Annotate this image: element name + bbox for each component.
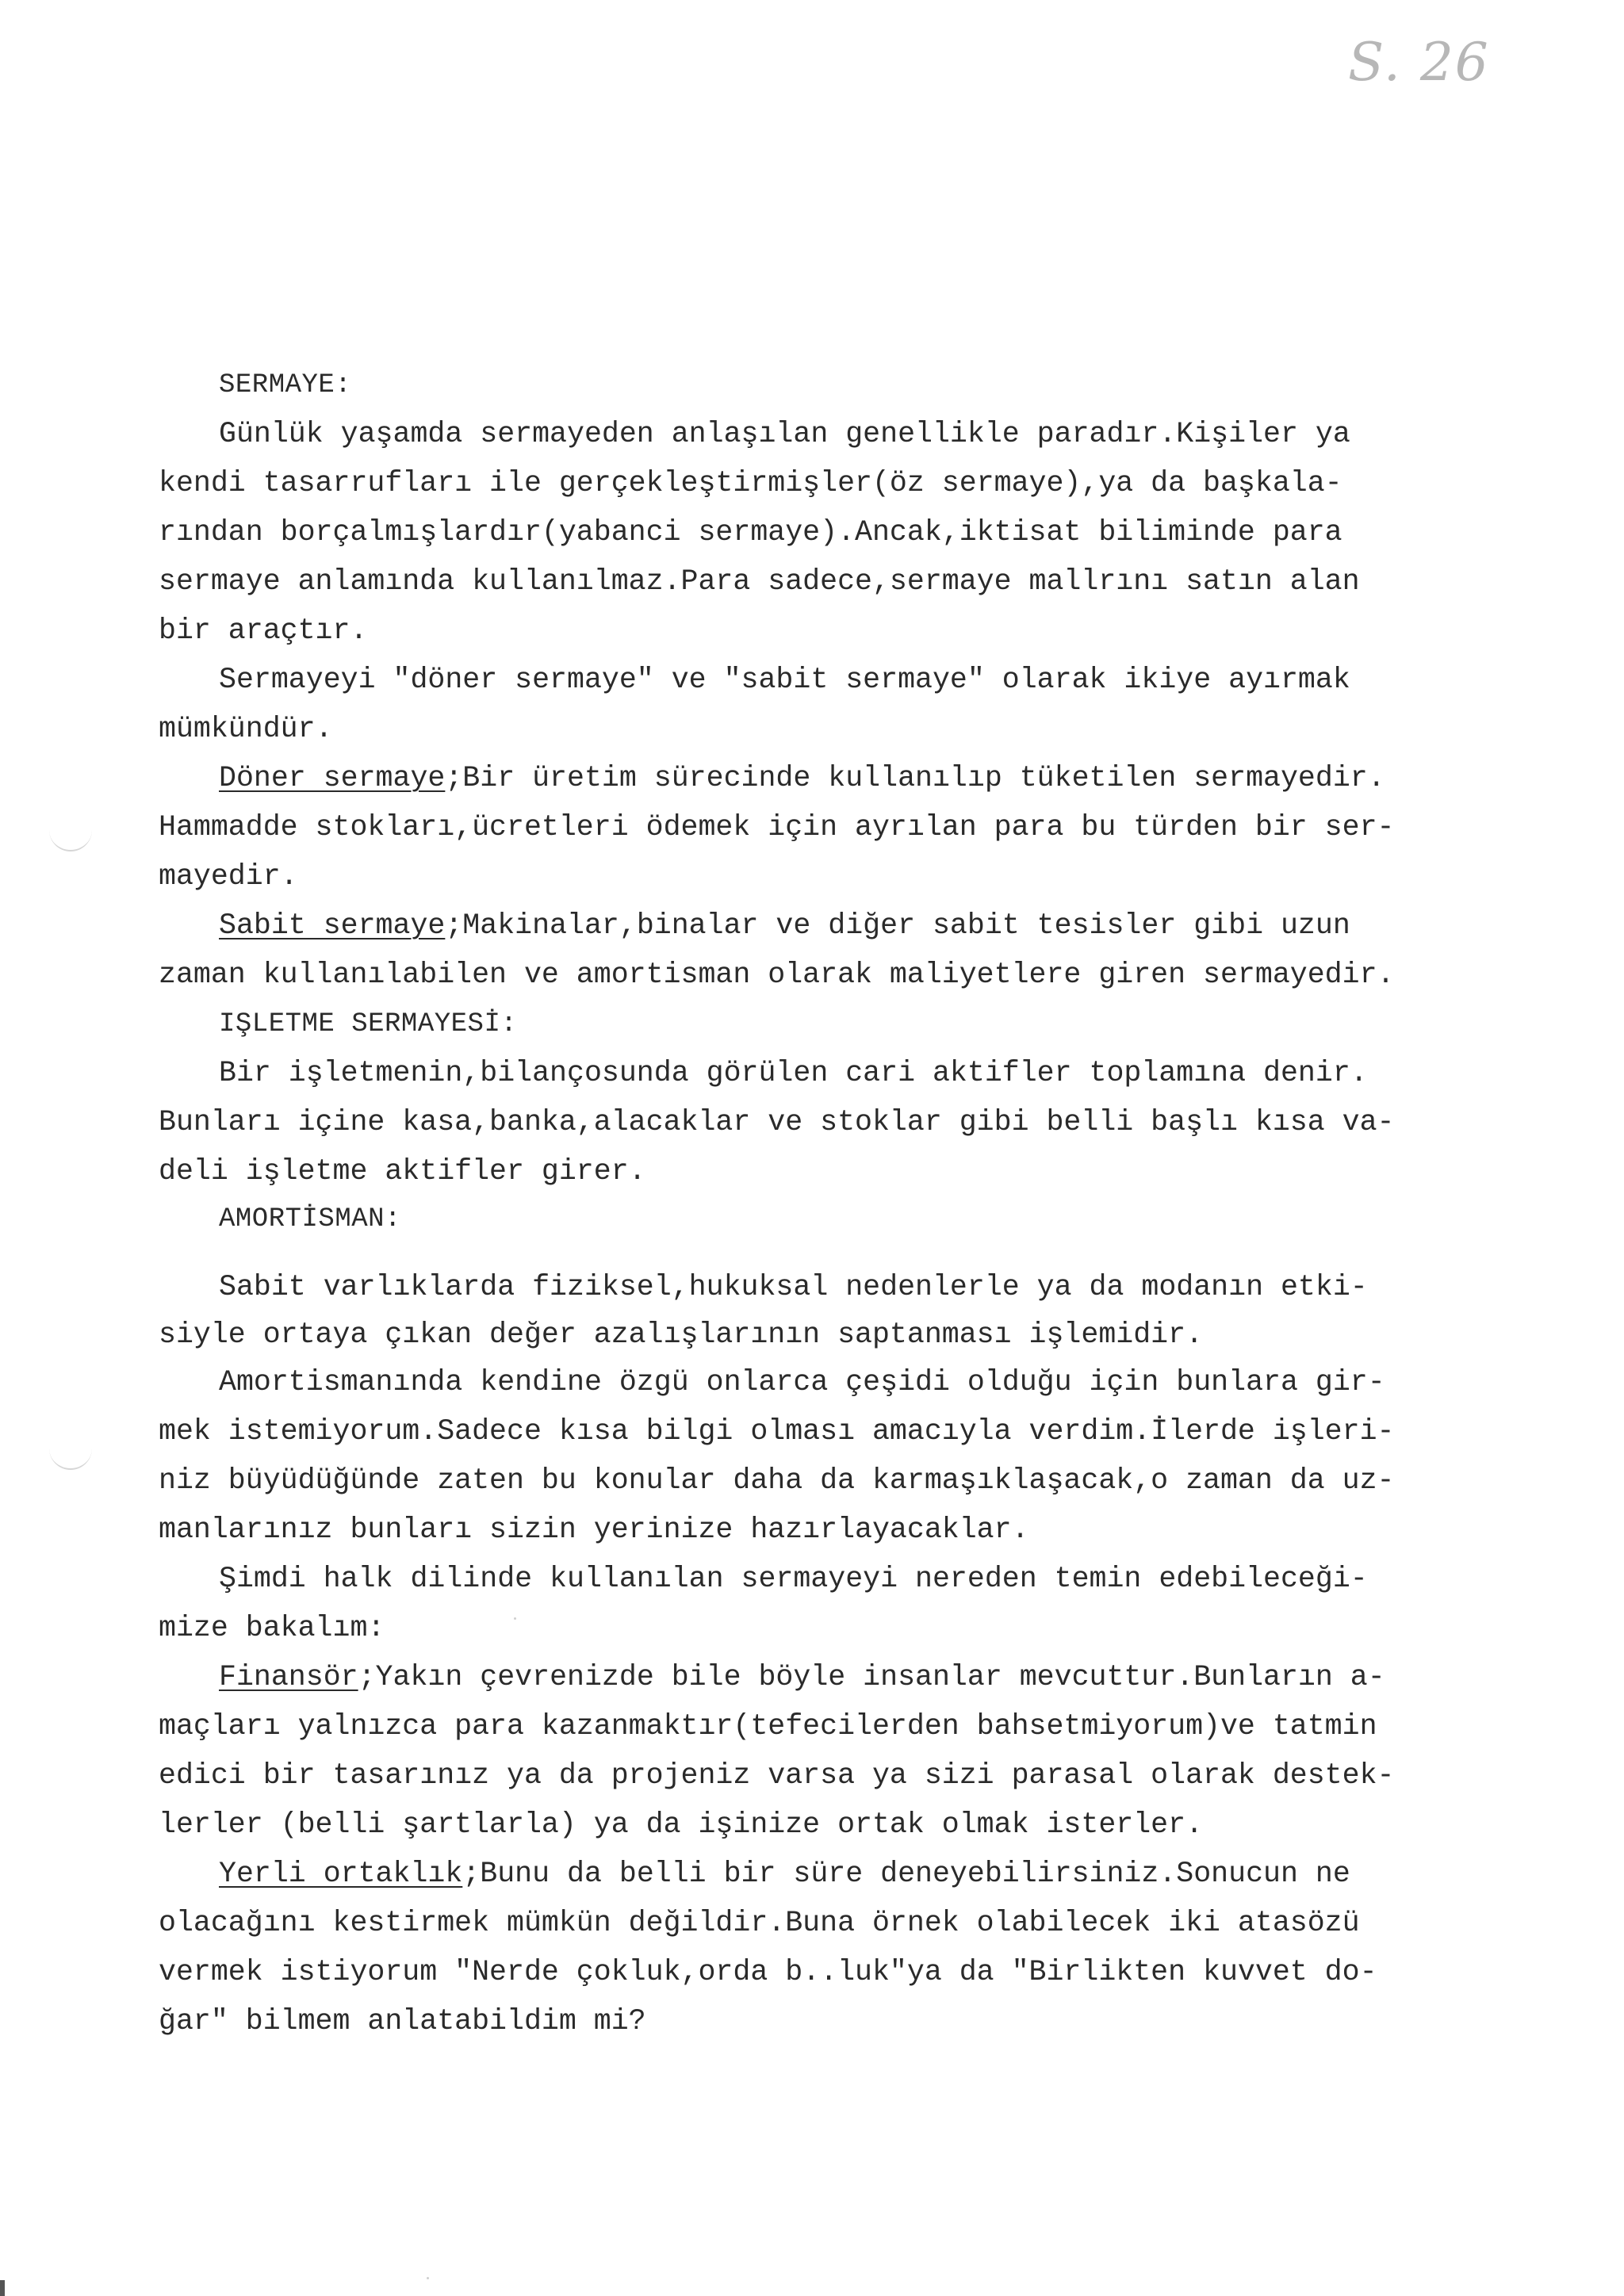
text-line: Şimdi halk dilinde kullanılan sermayeyi nereden temin edebileceği- <box>219 1563 1368 1595</box>
term-sabit-sermaye: Sabit sermaye <box>219 909 446 942</box>
text-line: vermek istiyorum "Nerde çokluk,orda b..luk"ya da "Birlikten kuvvet do- <box>159 1956 1377 1988</box>
term-doner-sermaye: Döner sermaye <box>219 762 446 794</box>
text-line: rından borçalmışlardır(yabanci sermaye).Ancak,iktisat biliminde para <box>159 516 1342 549</box>
text-line: Sabit varlıklarda fiziksel,hukuksal nedenlerle ya da modanın etki- <box>219 1271 1368 1303</box>
text-line <box>219 1857 1350 1892</box>
text-line: sermaye anlamında kullanılmaz.Para sadece,sermaye mallrını satın alan <box>159 565 1360 598</box>
text-line <box>219 1660 1385 1695</box>
text-line: ğar" bilmem anlatabildim mi? <box>159 2005 646 2038</box>
text-line: Sermayeyi "döner sermaye" ve "sabit sermaye" olarak ikiye ayırmak <box>219 664 1350 696</box>
binder-hole-top <box>49 829 92 851</box>
text-line: lerler (belli şartlarla) ya da işinize ortak olmak isterler. <box>159 1808 1204 1841</box>
text-line: edici bir tasarınız ya da projeniz varsa ya sizi parasal olarak destek- <box>159 1759 1395 1792</box>
text-line: mek istemiyorum.Sadece kısa bilgi olması amacıyla verdim.İlerde işleri- <box>159 1415 1395 1448</box>
page-number: S. 26 <box>1348 32 1490 93</box>
binder-hole-bottom <box>49 1448 92 1470</box>
text-line: deli işletme aktifler girer. <box>159 1155 646 1188</box>
text-line: mayedir. <box>159 860 298 893</box>
text-line: manlarınız bunları sizin yerinize hazırlayacaklar. <box>159 1513 1029 1546</box>
text-line: zaman kullanılabilen ve amortisman olarak maliyetlere giren sermayedir. <box>159 959 1395 991</box>
text-fragment: ;Bunu da belli bir süre deneyebilirsiniz.Sonucun ne <box>462 1858 1350 1890</box>
text-line: Amortismanında kendine özgü onlarca çeşidi olduğu için bunlara gir- <box>219 1366 1385 1399</box>
text-line: mümkündür. <box>159 713 333 745</box>
text-line <box>219 909 1350 943</box>
text-line: Hammadde stokları,ücretleri ödemek için ayrılan para bu türden bir ser- <box>159 811 1395 844</box>
text-line: maçları yalnızca para kazanmaktır(tefecilerden bahsetmiyorum)ve tatmin <box>159 1710 1377 1743</box>
scan-mark <box>0 2280 5 2296</box>
text-line: kendi tasarrufları ile gerçekleştirmişler(öz sermaye),ya da başkala- <box>159 467 1342 499</box>
text-line <box>219 761 1385 796</box>
text-line: olacağını kestirmek mümkün değildir.Buna örnek olabilecek iki atasözü <box>159 1907 1360 1939</box>
text-fragment: ;Makinalar,binalar ve diğer sabit tesisler gibi uzun <box>445 909 1350 942</box>
text-line: Bir işletmenin,bilançosunda görülen cari aktifler toplamına denir. <box>219 1057 1368 1089</box>
term-yerli-ortaklik: Yerli ortaklık <box>219 1858 463 1890</box>
term-finansor: Finansör <box>219 1661 358 1693</box>
text-fragment: ;Bir üretim sürecinde kullanılıp tüketilen sermayedir. <box>445 762 1385 794</box>
scan-speck <box>514 1617 516 1620</box>
text-line: siyle ortaya çıkan değer azalışlarının saptanması işlemidir. <box>159 1318 1204 1351</box>
text-line: Günlük yaşamda sermayeden anlaşılan genellikle paradır.Kişiler ya <box>219 418 1350 450</box>
scan-speck <box>427 2277 429 2279</box>
text-fragment: ;Yakın çevrenizde bile böyle insanlar mevcuttur.Bunların a- <box>358 1661 1385 1693</box>
text-line: bir araçtır. <box>159 614 368 647</box>
text-line: Bunları içine kasa,banka,alacaklar ve stoklar gibi belli başlı kısa va- <box>159 1106 1395 1138</box>
heading-amortisman: AMORTİSMAN: <box>219 1204 401 1234</box>
text-line: mize bakalım: <box>159 1612 385 1644</box>
heading-isletme-sermayesi: IŞLETME SERMAYESİ: <box>219 1009 518 1039</box>
heading-sermaye: SERMAYE: <box>219 370 352 400</box>
text-line: niz büyüdüğünde zaten bu konular daha da karmaşıklaşacak,o zaman da uz- <box>159 1464 1395 1497</box>
